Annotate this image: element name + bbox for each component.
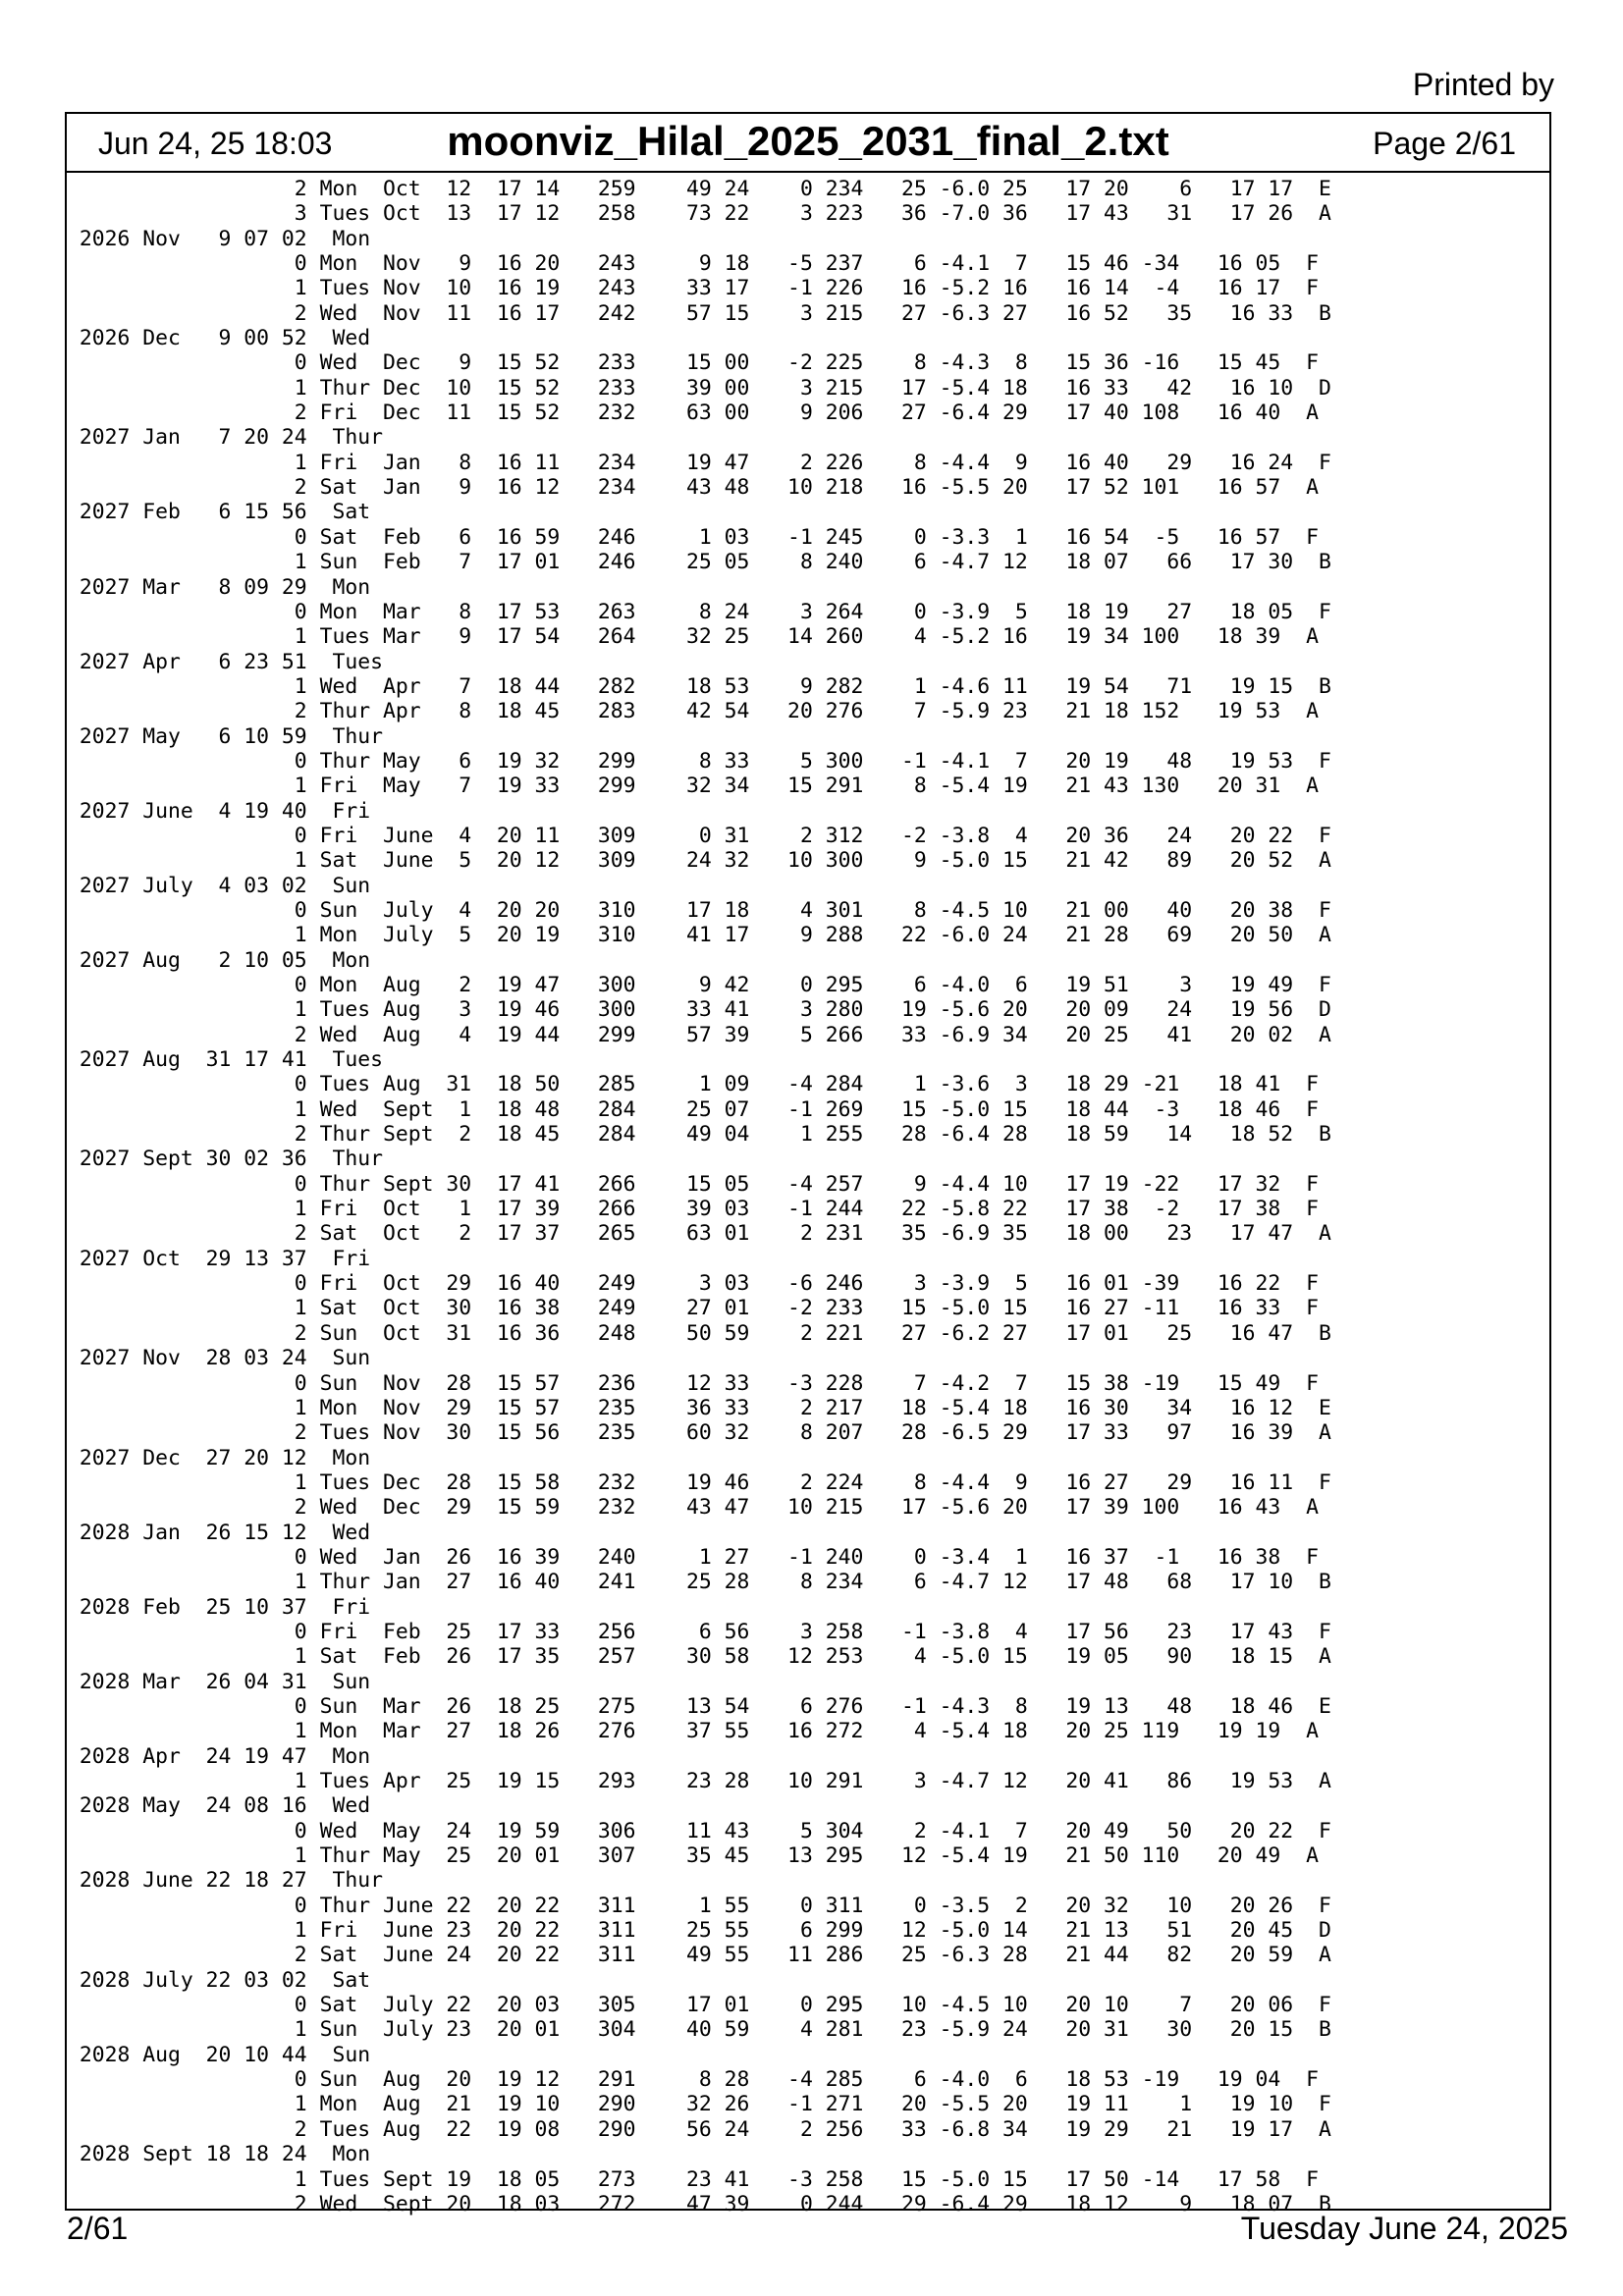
text-line: 1 Fri Oct 1 17 39 266 39 03 -1 244 22 -5.8 22 17 38 -2 17 38 F (67, 1197, 1319, 1222)
text-line: 2028 Jan 26 15 12 Wed (67, 1520, 371, 1545)
text-line: 2 Sat Jan 9 16 12 234 43 48 10 218 16 -5.5 20 17 52 101 16 57 A (67, 475, 1319, 501)
page-frame (65, 112, 1551, 2216)
data-lines (67, 177, 1549, 2216)
text-line: 2028 Sept 18 18 24 Mon (67, 2142, 371, 2167)
text-line: 2 Fri Dec 11 15 52 232 63 00 9 206 27 -6.4 29 17 40 108 16 40 A (67, 400, 1319, 426)
text-line: 2028 July 22 03 02 Sat (67, 1967, 371, 1993)
text-line: 2 Wed Sept 20 18 03 272 47 39 0 244 29 -6.4 29 18 12 9 18 07 B (67, 2191, 1331, 2216)
text-line: 0 Wed May 24 19 59 306 11 43 5 304 2 -4.1 7 20 49 50 20 22 F (67, 1818, 1331, 1843)
text-line: 0 Wed Jan 26 16 39 240 1 27 -1 240 0 -3.4 1 16 37 -1 16 38 F (67, 1544, 1319, 1570)
text-line: 0 Sun Mar 26 18 25 275 13 54 6 276 -1 -4.3 8 19 13 48 18 46 E (67, 1693, 1331, 1719)
text-line: 1 Mon Nov 29 15 57 235 36 33 2 217 18 -5.4 18 16 30 34 16 12 E (67, 1395, 1331, 1420)
header-page-number: Page 2/61 (1373, 126, 1516, 161)
header-date: Jun 24, 25 18:03 (98, 126, 333, 161)
text-line: 2028 Mar 26 04 31 Sun (67, 1669, 371, 1694)
text-line: 2027 Aug 2 10 05 Mon (67, 947, 371, 973)
text-line: 0 Mon Aug 2 19 47 300 9 42 0 295 6 -4.0 6 19 51 3 19 49 F (67, 973, 1331, 997)
text-line: 1 Tues Aug 3 19 46 300 33 41 3 280 19 -5.6 20 20 09 24 19 56 D (67, 997, 1331, 1023)
text-line: 0 Sat July 22 20 03 305 17 01 0 295 10 -4.5 10 20 10 7 20 06 F (67, 1993, 1331, 2018)
text-line: 0 Fri Oct 29 16 40 249 3 03 -6 246 3 -3.9 5 16 01 -39 16 22 F (67, 1271, 1319, 1297)
text-line: 2027 Dec 27 20 12 Mon (67, 1445, 371, 1470)
text-line: 2 Mon Oct 12 17 14 259 49 24 0 234 25 -6.0 25 17 20 6 17 17 E (67, 177, 1331, 201)
text-line: 1 Mon Aug 21 19 10 290 32 26 -1 271 20 -5.5 20 19 11 1 19 10 F (67, 2092, 1331, 2117)
text-line: 2 Wed Nov 11 16 17 242 57 15 3 215 27 -6.3 27 16 52 35 16 33 B (67, 300, 1331, 326)
footer-date: Tuesday June 24, 2025 (1240, 2211, 1568, 2246)
text-line: 2028 May 24 08 16 Wed (67, 1793, 371, 1819)
text-line: 0 Mon Mar 8 17 53 263 8 24 3 264 0 -3.9 5 18 19 27 18 05 F (67, 599, 1331, 624)
text-line: 2028 Feb 25 10 37 Fri (67, 1594, 371, 1620)
text-line: 0 Sun July 4 20 20 310 17 18 4 301 8 -4.5 10 21 00 40 20 38 F (67, 897, 1331, 923)
text-line: 0 Sun Nov 28 15 57 236 12 33 -3 228 7 -4.2 7 15 38 -19 15 49 F (67, 1370, 1319, 1396)
text-line: 2026 Dec 9 00 52 Wed (67, 326, 371, 351)
text-line: 1 Fri May 7 19 33 299 32 34 15 291 8 -5.4 19 21 43 130 20 31 A (67, 774, 1319, 799)
text-line: 1 Tues Sept 19 18 05 273 23 41 -3 258 15 -5.0 15 17 50 -14 17 58 F (67, 2166, 1319, 2192)
text-line: 2 Tues Aug 22 19 08 290 56 24 2 256 33 -6.8 34 19 29 21 19 17 A (67, 2116, 1331, 2142)
text-line: 1 Mon Mar 27 18 26 276 37 55 16 272 4 -5.4 18 20 25 119 19 19 A (67, 1719, 1319, 1744)
text-line: 2027 July 4 03 02 Sun (67, 873, 371, 898)
text-line: 2027 May 6 10 59 Thur (67, 723, 383, 749)
text-line: 0 Wed Dec 9 15 52 233 15 00 -2 225 8 -4.3 8 15 36 -16 15 45 F (67, 350, 1319, 376)
text-line: 1 Fri June 23 20 22 311 25 55 6 299 12 -5.0 14 21 13 51 20 45 D (67, 1918, 1331, 1944)
text-line: 2027 Oct 29 13 37 Fri (67, 1246, 371, 1271)
text-line: 2028 June 22 18 27 Thur (67, 1868, 383, 1894)
text-line: 2028 Aug 20 10 44 Sun (67, 2042, 371, 2067)
text-line: 1 Thur Dec 10 15 52 233 39 00 3 215 17 -5.4 18 16 33 42 16 10 D (67, 375, 1331, 400)
text-line: 1 Tues Dec 28 15 58 232 19 46 2 224 8 -4.4 9 16 27 29 16 11 F (67, 1469, 1331, 1495)
text-line: 2027 Sept 30 02 36 Thur (67, 1147, 383, 1172)
text-line: 2 Thur Sept 2 18 45 284 49 04 1 255 28 -6.4 28 18 59 14 18 52 B (67, 1122, 1331, 1148)
text-line: 1 Thur May 25 20 01 307 35 45 13 295 12 -5.4 19 21 50 110 20 49 A (67, 1843, 1319, 1869)
text-line: 1 Sat June 5 20 12 309 24 32 10 300 9 -5.0 15 21 42 89 20 52 A (67, 848, 1331, 874)
text-line: 1 Sun July 23 20 01 304 40 59 4 281 23 -5.9 24 20 31 30 20 15 B (67, 2017, 1331, 2043)
text-content (67, 177, 1549, 2216)
text-line: 1 Fri Jan 8 16 11 234 19 47 2 226 8 -4.4 9 16 40 29 16 24 F (67, 450, 1331, 475)
text-line: 2 Wed Dec 29 15 59 232 43 47 10 215 17 -5.6 20 17 39 100 16 43 A (67, 1495, 1319, 1521)
text-line: 2 Sat June 24 20 22 311 49 55 11 286 25 -6.3 28 21 44 82 20 59 A (67, 1943, 1331, 1968)
text-line: 2027 Aug 31 17 41 Tues (67, 1047, 383, 1073)
text-line: 1 Mon July 5 20 19 310 41 17 9 288 22 -6.0 24 21 28 69 20 50 A (67, 923, 1331, 948)
text-line: 0 Fri Feb 25 17 33 256 6 56 3 258 -1 -3.8 4 17 56 23 17 43 F (67, 1619, 1331, 1644)
text-line: 1 Tues Nov 10 16 19 243 33 17 -1 226 16 -5.2 16 16 14 -4 16 17 F (67, 276, 1319, 301)
text-line: 2027 Nov 28 03 24 Sun (67, 1346, 371, 1371)
text-line: 2028 Apr 24 19 47 Mon (67, 1743, 371, 1769)
text-line: 1 Wed Sept 1 18 48 284 25 07 -1 269 15 -5.0 15 18 44 -3 18 46 F (67, 1096, 1319, 1122)
text-line: 2026 Nov 9 07 02 Mon (67, 226, 371, 251)
text-line: 2 Sun Oct 31 16 36 248 50 59 2 221 27 -6.2 27 17 01 25 16 47 B (67, 1320, 1331, 1346)
text-line: 1 Tues Apr 25 19 15 293 23 28 10 291 3 -4.7 12 20 41 86 19 53 A (67, 1769, 1331, 1793)
text-line: 2027 Mar 8 09 29 Mon (67, 574, 371, 600)
text-line: 2 Tues Nov 30 15 56 235 60 32 8 207 28 -6.5 29 17 33 97 16 39 A (67, 1420, 1331, 1446)
text-line: 2027 Apr 6 23 51 Tues (67, 649, 383, 674)
text-line: 1 Sat Oct 30 16 38 249 27 01 -2 233 15 -5.0 15 16 27 -11 16 33 F (67, 1296, 1319, 1321)
text-line: 1 Thur Jan 27 16 40 241 25 28 8 234 6 -4.7 12 17 48 68 17 10 B (67, 1570, 1331, 1595)
text-line: 0 Sat Feb 6 16 59 246 1 03 -1 245 0 -3.3 1 16 54 -5 16 57 F (67, 524, 1319, 550)
text-line: 2027 Jan 7 20 24 Thur (67, 425, 383, 451)
page-header (67, 114, 1549, 173)
text-line: 0 Thur Sept 30 17 41 266 15 05 -4 257 9 -4.4 10 17 19 -22 17 32 F (67, 1171, 1319, 1197)
text-line: 0 Thur June 22 20 22 311 1 55 0 311 0 -3.5 2 20 32 10 20 26 F (67, 1893, 1331, 1918)
text-line: 1 Wed Apr 7 18 44 282 18 53 9 282 1 -4.6 11 19 54 71 19 15 B (67, 673, 1331, 699)
text-line: 2027 Feb 6 15 56 Sat (67, 500, 371, 525)
footer-page-number: 2/61 (67, 2211, 129, 2246)
text-line: 2 Sat Oct 2 17 37 265 63 01 2 231 35 -6.9 35 18 00 23 17 47 A (67, 1221, 1331, 1247)
text-line: 1 Tues Mar 9 17 54 264 32 25 14 260 4 -5.2 16 19 34 100 18 39 A (67, 624, 1319, 650)
printed-by-label: Printed by (1412, 67, 1554, 102)
text-line: 0 Sun Aug 20 19 12 291 8 28 -4 285 6 -4.0 6 18 53 -19 19 04 F (67, 2067, 1319, 2093)
text-line: 0 Thur May 6 19 32 299 8 33 5 300 -1 -4.1 7 20 19 48 19 53 F (67, 748, 1331, 774)
text-line: 2 Wed Aug 4 19 44 299 57 39 5 266 33 -6.9 34 20 25 41 20 02 A (67, 1022, 1331, 1047)
text-line: 2027 June 4 19 40 Fri (67, 798, 371, 824)
text-line: 0 Mon Nov 9 16 20 243 9 18 -5 237 6 -4.1 7 15 46 -34 16 05 F (67, 251, 1319, 277)
file-title: moonviz_Hilal_2025_2031_final_2.txt (447, 118, 1169, 164)
text-line: 1 Sun Feb 7 17 01 246 25 05 8 240 6 -4.7 12 18 07 66 17 30 B (67, 550, 1331, 575)
text-line: 3 Tues Oct 13 17 12 258 73 22 3 223 36 -7.0 36 17 43 31 17 26 A (67, 201, 1331, 227)
text-line: 1 Sat Feb 26 17 35 257 30 58 12 253 4 -5.0 15 19 05 90 18 15 A (67, 1644, 1331, 1670)
text-line: 0 Fri June 4 20 11 309 0 31 2 312 -2 -3.8 4 20 36 24 20 22 F (67, 823, 1331, 848)
text-line: 2 Thur Apr 8 18 45 283 42 54 20 276 7 -5.9 23 21 18 152 19 53 A (67, 699, 1319, 724)
text-line: 0 Tues Aug 31 18 50 285 1 09 -4 284 1 -3.6 3 18 29 -21 18 41 F (67, 1072, 1319, 1097)
